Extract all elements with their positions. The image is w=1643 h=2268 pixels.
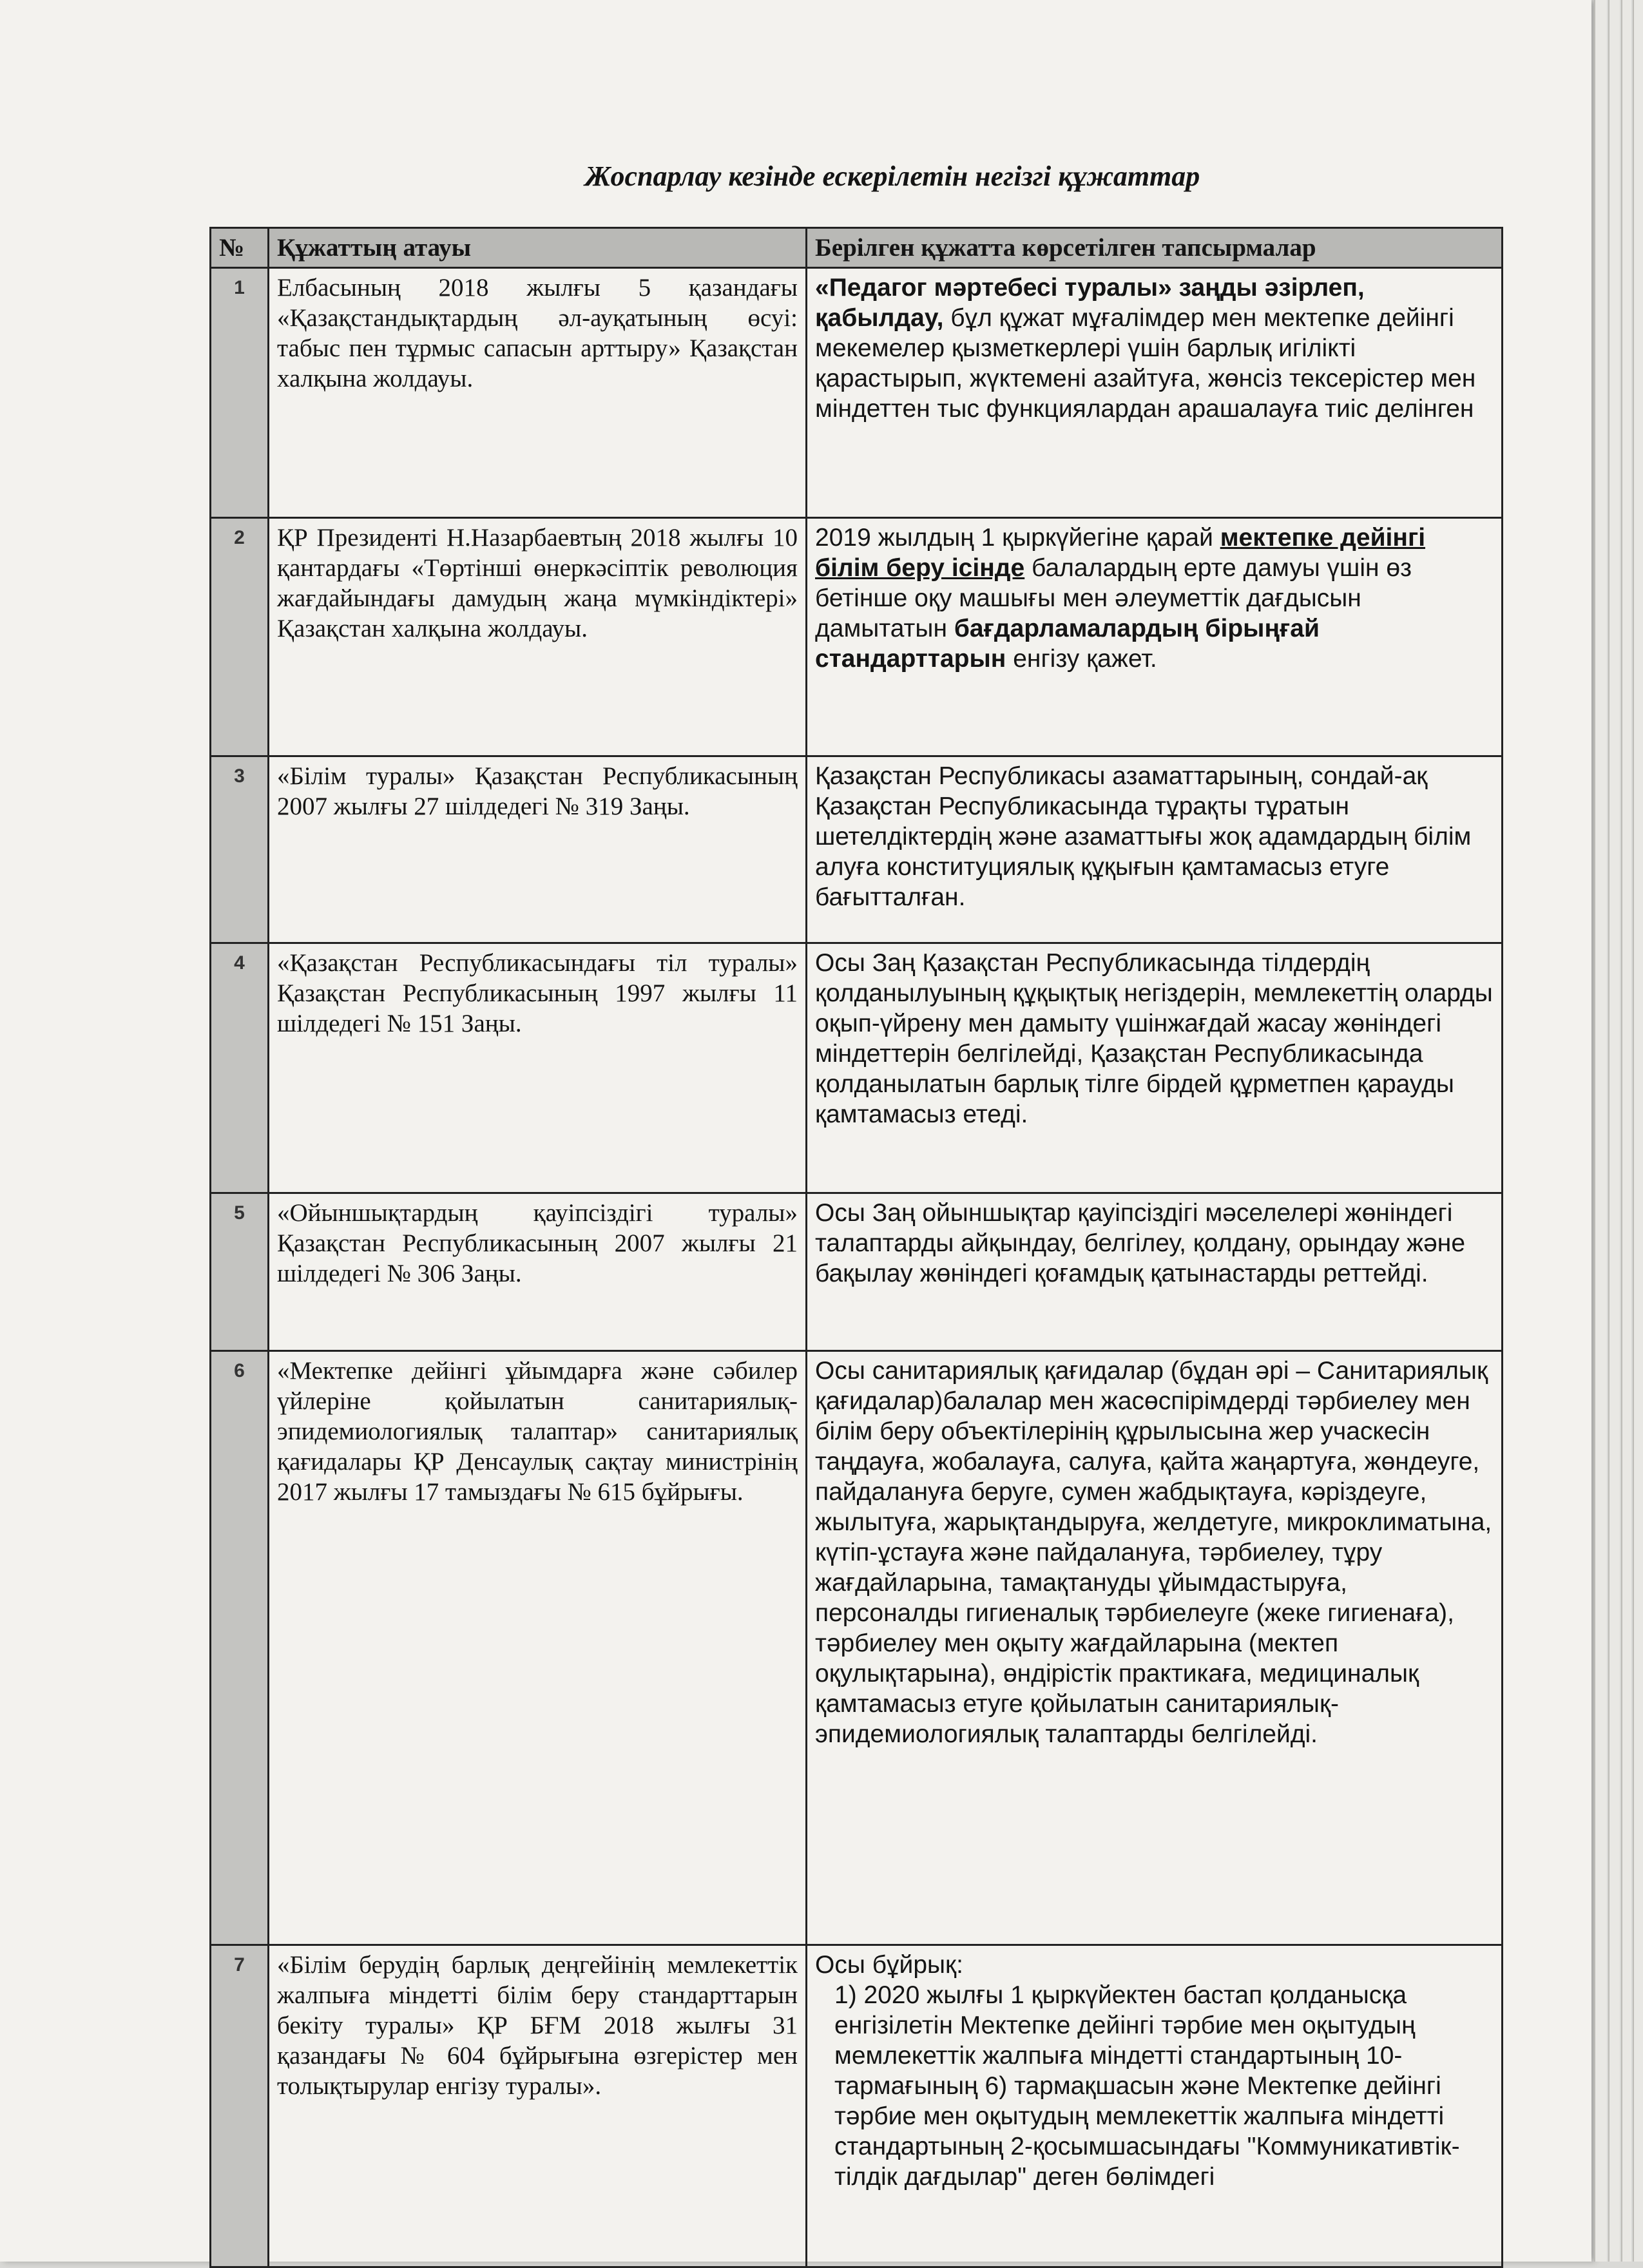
table-row <box>211 518 1503 756</box>
page-edge <box>1608 0 1620 2262</box>
task-list-item: 1) 2020 жылғы 1 қыркүйектен бастап қолданысқа енгізілетін Мектепке дейінгі тәрбие мен оқытудың мемлекеттік жалпыға міндетті стандартының 10-тармағының 6) тармақшасын және Мектепке дейінгі тәрбие мен оқытудың мемлекеттік жалпыға міндетті стандартының 2-қосымшасындағы "Коммуникативтік-тілдік дағдылар" деген бөлімдегі <box>834 1981 1460 2191</box>
page-edge <box>1594 0 1607 2262</box>
row-num: 3 <box>211 756 269 943</box>
task-intro: Осы бұйрық: <box>815 1951 963 1979</box>
header-document-name: Құжаттың атауы <box>269 228 807 268</box>
task-bold-text: «Педагог мәртебесі туралы» заңды әзірлеп, қабылдау, <box>815 274 1365 332</box>
table-row <box>211 268 1503 518</box>
task-underlined-text: мектепке дейінгі білім беру ісінде <box>815 524 1426 582</box>
task-text: бұл құжат мұғалімдер мен мектепке дейінгі мекемелер қызметкерлері үшін барлық игілікті қарастырып, жүктемені азайтуға, жөнсіз тексерістер мен міндеттен тыс функциялардан арашалауға тиіс делінген <box>815 304 1476 423</box>
table-row <box>211 1351 1503 1945</box>
row-tasks: Осы санитариялық қағидалар (бұдан әрі – Санитариялық қағидалар)балалар мен жасөспірімдерді тәрбиелеу мен білім беру объектілерінің құрылысына жер учаскесін таңдауға, жобалауға, салуға, қайта жаңартуға, жөндеуге, пайдалануға беруге, сумен жабдықтауға, кәріздеуге, жылытуға, жарықтандыруға, желдетуге, микроклиматына, күтіп-ұстауға және пайдалануға, тәрбиелеу, тұру жағдайларына, тамақтануды ұйымдастыруға, персоналды гигиеналық тәрбиелеуге (жеке гигиенаға), тәрбиелеу мен оқыту жағдайларына (мектеп оқулықтарына), өндірістік практикаға, медициналық қамтамасыз етуге қойылатын санитариялық-эпидемиологиялық талаптарды белгілейді. <box>807 1351 1503 1945</box>
row-tasks: Осы Заң ойыншықтар қауіпсіздігі мәселелері жөніндегі талаптарды айқындау, белгілеу, қолдану, орындау және бақылау жөніндегі қоғамдық қатынастарды реттейді. <box>807 1193 1503 1351</box>
table-row <box>211 943 1503 1193</box>
row-document-name: «Білім берудің барлық деңгейінің мемлекеттік жалпыға міндетті білім беру стандарттарын бекіту туралы» ҚР БҒМ 2018 жылғы 31 қазандағы № 604 бұйрығына өзгерістер мен толықтырулар енгізу туралы». <box>269 1945 807 2267</box>
task-text: балалардың ерте дамуы үшін өз бетінше оқу машығы мен әлеуметтік дағдысын дамытатын <box>815 554 1412 642</box>
row-tasks <box>807 518 1503 756</box>
row-tasks <box>807 268 1503 518</box>
row-num: 4 <box>211 943 269 1193</box>
row-document-name: «Білім туралы» Қазақстан Республикасының 2007 жылғы 27 шілдедегі № 319 Заңы. <box>269 756 807 943</box>
row-document-name: ҚР Президенті Н.Назарбаевтың 2018 жылғы 10 қантардағы «Төртінші өнеркәсіптік революция жағдайындағы дамудың жаңа мүмкіндіктері» Қазақстан халқына жолдауы. <box>269 518 807 756</box>
row-tasks: Осы Заң Қазақстан Республикасында тілдердің қолданылуының құқықтық негіздерін, мемлекеттің оларды оқып-үйрену мен дамыту үшінжағдай жасау жөніндегі міндеттерін белгілейді, Қазақстан Республикасында қолданылатын барлық тілге бірдей құрметпен қарауды қамтамасыз етеді. <box>807 943 1503 1193</box>
task-bold-text: бағдарламалардың бірыңғай стандарттарын <box>815 615 1320 673</box>
table-row <box>211 1945 1503 2267</box>
page-edge <box>1621 0 1631 2262</box>
task-text: енгізу қажет. <box>1006 645 1157 673</box>
row-document-name: «Мектепке дейінгі ұйымдарға және сәбилер үйлеріне қойылатын санитариялық-эпидемиологиялық талаптар» санитариялық қағидалары ҚР Денсаулық сақтау министрінің 2017 жылғы 17 тамыздағы № 615 бұйрығы. <box>269 1351 807 1945</box>
documents-table <box>209 227 1503 2268</box>
table-header-row <box>211 228 1503 268</box>
row-num: 2 <box>211 518 269 756</box>
table-row <box>211 1193 1503 1351</box>
row-document-name: Елбасының 2018 жылғы 5 қазандағы «Қазақстандықтардың әл-ауқатының өсуі: табыс пен тұрмыс сапасын арттыру» Қазақстан халқына жолдауы. <box>269 268 807 518</box>
task-text: 2019 жылдың 1 қыркүйегіне қарай <box>815 524 1220 552</box>
header-num: № <box>211 228 269 268</box>
page-edge <box>1633 0 1643 2262</box>
row-document-name: «Ойыншықтардың қауіпсіздігі туралы» Қазақстан Республикасының 2007 жылғы 21 шілдедегі № 306 Заңы. <box>269 1193 807 1351</box>
row-num: 1 <box>211 268 269 518</box>
row-num: 7 <box>211 1945 269 2267</box>
row-document-name: «Қазақстан Республикасындағы тіл туралы» Қазақстан Республикасының 1997 жылғы 11 шілдедегі № 151 Заңы. <box>269 943 807 1193</box>
document-title: Жоспарлау кезінде ескерілетін негізгі құжаттар <box>584 160 1200 192</box>
row-num: 5 <box>211 1193 269 1351</box>
row-tasks <box>807 1945 1503 2267</box>
table-row <box>211 756 1503 943</box>
header-tasks: Берілген құжатта көрсетілген тапсырмалар <box>807 228 1503 268</box>
row-tasks: Қазақстан Республикасы азаматтарының, сондай-ақ Қазақстан Республикасында тұрақты тұратын шетелдіктердің және азаматтығы жоқ адамдардың білім алуға конституциялық құқығын қамтамасыз етуге бағытталған. <box>807 756 1503 943</box>
row-num: 6 <box>211 1351 269 1945</box>
